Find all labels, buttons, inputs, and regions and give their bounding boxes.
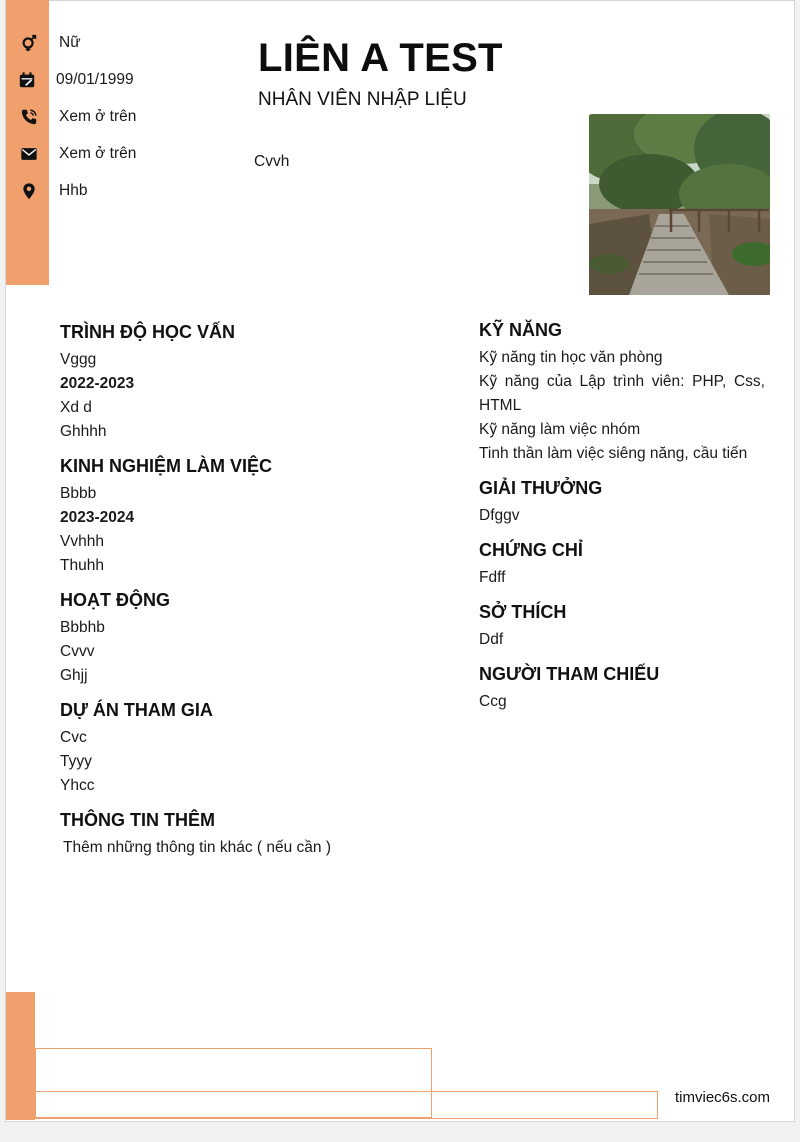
- job-title: NHÂN VIÊN NHẬP LIỆU: [258, 89, 467, 110]
- date-range: 2022-2023: [60, 375, 135, 392]
- section-title: HOẠT ĐỘNG: [60, 590, 170, 610]
- section-line: Bbbb: [60, 485, 97, 502]
- contact-value: Hhb: [59, 182, 88, 199]
- section-title: KỸ NĂNG: [479, 320, 563, 340]
- section-title: CHỨNG CHỈ: [479, 540, 583, 560]
- email-icon: [19, 144, 39, 164]
- experience-section: [60, 454, 440, 578]
- education-section: [60, 320, 440, 444]
- section-line: Thêm những thông tin khác ( nếu cần ): [63, 839, 332, 856]
- contact-value: 09/01/1999: [56, 71, 134, 88]
- section-line: Ghhhh: [60, 423, 107, 440]
- activities-section: [60, 588, 440, 688]
- section-line: Thuhh: [60, 557, 104, 574]
- contact-value: Nữ: [59, 34, 81, 51]
- section-title: SỞ THÍCH: [479, 602, 567, 622]
- section-title: DỰ ÁN THAM GIA: [60, 700, 213, 720]
- gender-icon: [19, 33, 39, 53]
- section-line: Ghjj: [60, 667, 88, 684]
- hobbies-section: [479, 600, 765, 652]
- section-line: Ccg: [479, 693, 507, 710]
- section-line: Ddf: [479, 631, 504, 648]
- references-section: [479, 662, 765, 714]
- section-line: Yhcc: [60, 777, 95, 794]
- section-line: Fdff: [479, 569, 506, 586]
- contact-value: Xem ở trên: [59, 145, 137, 162]
- section-line: Dfggv: [479, 507, 520, 524]
- awards-section: [479, 476, 765, 528]
- section-title: TRÌNH ĐỘ HỌC VẤN: [60, 322, 235, 342]
- contact-value: Xem ở trên: [59, 108, 137, 125]
- section-line: Vvhhh: [60, 533, 104, 550]
- date-range: 2023-2024: [60, 509, 135, 526]
- profile-photo: [589, 114, 770, 295]
- section-title: THÔNG TIN THÊM: [60, 810, 215, 830]
- accent-footer-bar: [6, 992, 35, 1120]
- section-line: Vggg: [60, 351, 97, 368]
- section-title: NGƯỜI THAM CHIẾU: [479, 664, 660, 684]
- skill-item: Kỹ năng của Lập trình viên: PHP, Css, HTML: [479, 373, 765, 414]
- section-line: Bbbhb: [60, 619, 105, 636]
- section-line: Xd d: [60, 399, 92, 416]
- left-column: [60, 320, 440, 870]
- skill-item: Kỹ năng tin học văn phòng: [479, 349, 663, 366]
- section-line: Cvvv: [60, 643, 95, 660]
- calendar-icon: [17, 70, 37, 90]
- candidate-name: LIÊN A TEST: [258, 36, 503, 80]
- location-pin-icon: [19, 181, 39, 201]
- projects-section: [60, 698, 440, 798]
- footer-website-link[interactable]: timviec6s.com: [675, 1089, 771, 1106]
- skill-item: Tinh thần làm việc siêng năng, cầu tiến: [479, 445, 748, 462]
- career-summary: Cvvh: [254, 153, 290, 170]
- skill-item: Kỹ năng làm việc nhóm: [479, 421, 641, 438]
- section-title: KINH NGHIỆM LÀM VIỆC: [60, 456, 273, 476]
- section-line: Tyyy: [60, 753, 92, 770]
- footer-frame: [35, 1091, 658, 1119]
- certificates-section: [479, 538, 765, 590]
- phone-icon: [19, 107, 39, 127]
- section-title: GIẢI THƯỞNG: [479, 478, 603, 498]
- skills-section: [479, 318, 765, 466]
- right-column: [479, 318, 765, 724]
- section-line: Cvc: [60, 729, 87, 746]
- additional-info-section: [60, 808, 440, 860]
